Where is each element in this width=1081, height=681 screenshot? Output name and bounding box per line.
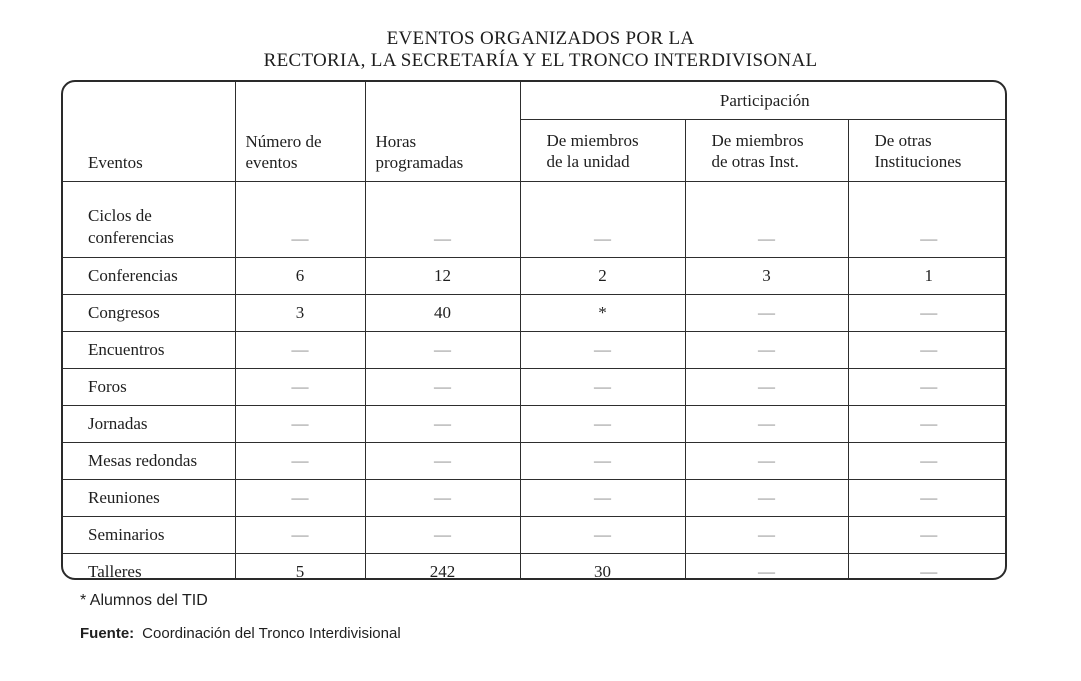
- cell-otras-inst: —: [685, 554, 848, 581]
- header-eventos: Eventos: [63, 82, 235, 182]
- header-horas-line-1: Horas: [375, 132, 417, 151]
- cell-otras-instituciones: 1: [848, 258, 1007, 295]
- cell-otras-instituciones: —: [848, 517, 1007, 554]
- evento-line: conferencias: [88, 228, 174, 247]
- header-miembros-otras-inst: [685, 120, 848, 182]
- header-otras-inst-line-2: de otras Inst.: [711, 151, 799, 171]
- evento-line: Reuniones: [88, 488, 160, 507]
- header-participacion: Participación: [520, 82, 1007, 120]
- table-row: [63, 443, 1007, 480]
- cell-otras-instituciones: —: [848, 369, 1007, 406]
- events-table: [63, 82, 1007, 580]
- header-otras-instituciones-line-2: Instituciones: [874, 151, 962, 171]
- cell-evento: [63, 554, 235, 581]
- cell-unidad: —: [520, 406, 685, 443]
- evento-line: Talleres: [88, 562, 142, 580]
- evento-line: Jornadas: [88, 414, 148, 433]
- cell-evento: [63, 295, 235, 332]
- cell-otras-inst: —: [685, 443, 848, 480]
- cell-numero: 3: [235, 295, 365, 332]
- cell-otras-inst: —: [685, 332, 848, 369]
- source-label: Fuente:: [80, 625, 135, 642]
- cell-evento: [63, 517, 235, 554]
- cell-unidad: —: [520, 517, 685, 554]
- cell-evento: [63, 480, 235, 517]
- table-row: [63, 258, 1007, 295]
- cell-unidad: —: [520, 480, 685, 517]
- evento-line: Conferencias: [88, 266, 178, 285]
- cell-otras-inst: —: [685, 406, 848, 443]
- cell-horas: 40: [365, 295, 520, 332]
- table-row: [63, 406, 1007, 443]
- cell-evento: [63, 443, 235, 480]
- cell-otras-instituciones: —: [848, 443, 1007, 480]
- header-unidad-line-1: De miembros: [546, 130, 639, 150]
- page-title: [0, 28, 1081, 72]
- cell-otras-inst: —: [685, 369, 848, 406]
- cell-horas: —: [365, 443, 520, 480]
- evento-line: Foros: [88, 377, 127, 396]
- cell-unidad: *: [520, 295, 685, 332]
- footnote-asterisk: * Alumnos del TID: [80, 592, 208, 609]
- cell-horas: 12: [365, 258, 520, 295]
- cell-numero: —: [235, 406, 365, 443]
- table-row: [63, 517, 1007, 554]
- cell-numero: —: [235, 517, 365, 554]
- cell-numero: —: [235, 443, 365, 480]
- header-horas-line-2: programadas: [375, 153, 464, 172]
- cell-otras-inst: 3: [685, 258, 848, 295]
- header-miembros-unidad: [520, 120, 685, 182]
- cell-horas: —: [365, 406, 520, 443]
- cell-otras-inst: —: [685, 182, 848, 258]
- cell-otras-instituciones: —: [848, 480, 1007, 517]
- header-horas-programadas: [365, 82, 520, 182]
- cell-evento: [63, 406, 235, 443]
- table-row: [63, 295, 1007, 332]
- cell-evento: [63, 369, 235, 406]
- evento-line: Ciclos de: [88, 206, 152, 225]
- cell-numero: —: [235, 332, 365, 369]
- cell-otras-inst: —: [685, 480, 848, 517]
- table-row: [63, 480, 1007, 517]
- cell-unidad: 30: [520, 554, 685, 581]
- cell-unidad: —: [520, 332, 685, 369]
- events-table-frame: [61, 80, 1007, 580]
- cell-horas: —: [365, 517, 520, 554]
- cell-otras-inst: —: [685, 517, 848, 554]
- footnote-source: [80, 625, 401, 642]
- header-numero-de-eventos: [235, 82, 365, 182]
- cell-numero: —: [235, 182, 365, 258]
- header-otras-inst-line-1: De miembros: [711, 130, 804, 150]
- cell-otras-instituciones: —: [848, 295, 1007, 332]
- evento-line: Seminarios: [88, 525, 165, 544]
- cell-otras-instituciones: —: [848, 406, 1007, 443]
- table-row: [63, 332, 1007, 369]
- evento-line: Congresos: [88, 303, 160, 322]
- cell-numero: —: [235, 369, 365, 406]
- evento-line: Encuentros: [88, 340, 165, 359]
- cell-otras-instituciones: —: [848, 554, 1007, 581]
- table-row: [63, 369, 1007, 406]
- header-otras-instituciones: [848, 120, 1007, 182]
- title-line-1: EVENTOS ORGANIZADOS POR LA: [386, 28, 695, 49]
- cell-otras-instituciones: —: [848, 332, 1007, 369]
- cell-evento: [63, 258, 235, 295]
- cell-horas: —: [365, 182, 520, 258]
- cell-unidad: —: [520, 443, 685, 480]
- header-numero-line-2: eventos: [245, 153, 298, 172]
- table-row: [63, 182, 1007, 258]
- title-line-2: RECTORIA, LA SECRETARÍA Y EL TRONCO INTERDIVISONAL: [263, 50, 818, 71]
- cell-numero: 6: [235, 258, 365, 295]
- cell-horas: 242: [365, 554, 520, 581]
- cell-unidad: —: [520, 369, 685, 406]
- cell-otras-instituciones: —: [848, 182, 1007, 258]
- cell-otras-inst: —: [685, 295, 848, 332]
- cell-unidad: —: [520, 182, 685, 258]
- header-otras-instituciones-line-1: De otras: [874, 130, 932, 150]
- cell-evento: [63, 182, 235, 258]
- cell-numero: 5: [235, 554, 365, 581]
- cell-horas: —: [365, 369, 520, 406]
- source-text: Coordinación del Tronco Interdivisional: [142, 625, 401, 642]
- cell-numero: —: [235, 480, 365, 517]
- header-unidad-line-2: de la unidad: [546, 151, 630, 171]
- header-numero-line-1: Número de: [245, 132, 322, 151]
- cell-unidad: 2: [520, 258, 685, 295]
- table-row: [63, 554, 1007, 581]
- cell-evento: [63, 332, 235, 369]
- cell-horas: —: [365, 332, 520, 369]
- evento-line: Mesas redondas: [88, 451, 198, 470]
- cell-horas: —: [365, 480, 520, 517]
